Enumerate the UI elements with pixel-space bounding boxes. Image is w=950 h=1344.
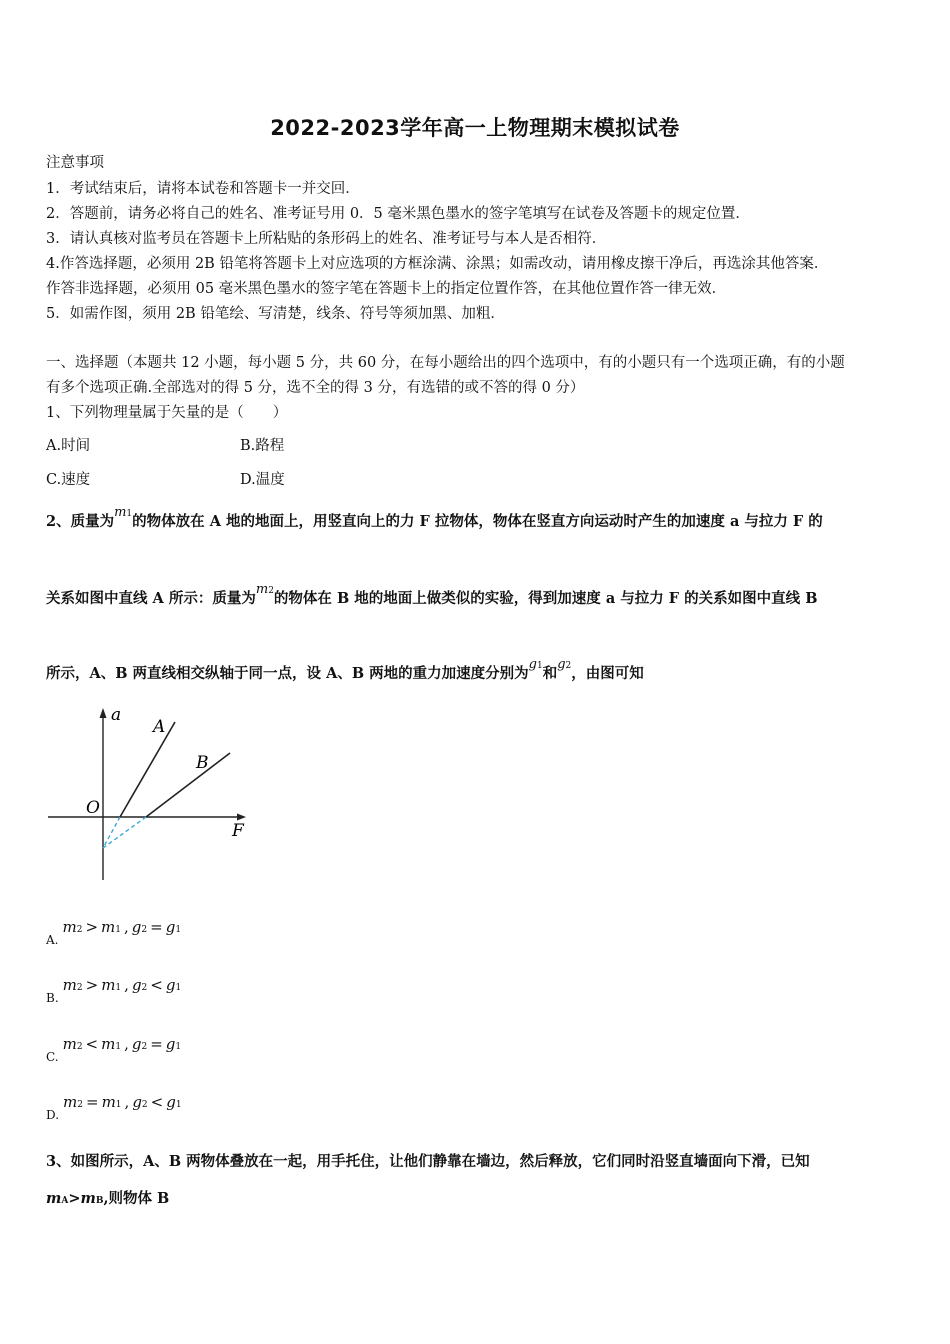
question-1-option-d: D.温度 xyxy=(240,472,285,488)
notes-item: 3．请认真核对监考员在答题卡上所粘贴的条形码上的姓名、准考证号与本人是否相符． xyxy=(46,231,607,247)
question-2-answer-c: C.m2 < m1 , g2 = g1 xyxy=(46,1035,182,1064)
question-2-text: 的物体放在 A 地的地面上，用竖直向上的力 F 拉物体，物体在竖直方向运动时产生的加速度 a 与拉力 F 的 xyxy=(132,513,823,530)
line-a xyxy=(120,722,175,817)
x-axis-arrow xyxy=(237,814,246,821)
question-1-option-a: A.时间 xyxy=(46,438,91,454)
question-2-answer-d: D.m2 = m1 , g2 < g1 xyxy=(46,1093,182,1122)
notes-heading: 注意事项 xyxy=(46,155,104,171)
question-2-line xyxy=(46,657,644,683)
page-title: 2022-2023学年高一上物理期末模拟试卷 xyxy=(270,116,680,140)
symbol-g2: g2 xyxy=(557,657,572,672)
symbol-mb: mB xyxy=(80,1190,104,1207)
question-3-line: 3、如图所示，A、B 两物体叠放在一起，用手托住，让他们静靠在墙边，然后释放，它们同时沿竖直墙面向下滑，已知 xyxy=(46,1153,810,1170)
question-2-answer-b: B.m2 > m1 , g2 < g1 xyxy=(46,976,182,1005)
question-1-option-c: C.速度 xyxy=(46,472,91,488)
symbol-ma: mA xyxy=(46,1190,69,1207)
section-1-line: 有多个选项正确.全部选对的得 5 分，选不全的得 3 分，有选错的或不答的得 0 分） xyxy=(46,380,585,396)
question-1-stem: 1、下列物理量属于矢量的是（ ） xyxy=(46,405,288,421)
notes-item: 4.作答选择题，必须用 2B 铅笔将答题卡上对应选项的方框涂满、涂黑；如需改动，请用橡皮擦干净后，再选涂其他答案． xyxy=(46,256,829,272)
question-2-text: ，由图可知 xyxy=(571,665,644,682)
question-2-line xyxy=(46,505,823,531)
question-3-text: ,则物体 B xyxy=(103,1190,170,1207)
line-b-label: B xyxy=(196,753,209,773)
symbol-m2: m2 xyxy=(255,582,274,597)
line-a-label: A xyxy=(153,717,166,737)
y-axis-arrow xyxy=(100,708,107,718)
line-b-extension xyxy=(103,817,146,848)
question-3-line: mA>mB,则物体 B xyxy=(46,1190,170,1207)
question-1-option-b: B.路程 xyxy=(240,438,285,454)
line-a-extension xyxy=(103,817,120,848)
question-2-text: 的物体在 B 地的地面上做类似的实验，得到加速度 a 与拉力 F 的关系如图中直线 B xyxy=(273,590,818,607)
symbol-g1: g1 xyxy=(528,657,543,672)
line-b xyxy=(146,753,230,817)
notes-item: 2．答题前，请务必将自己的姓名、准考证号用 0．5 毫米黑色墨水的签字笔填写在试卷及答题卡的规定位置． xyxy=(46,206,750,222)
section-1-line: 一、选择题（本题共 12 小题，每小题 5 分，共 60 分，在每小题给出的四个选项中，有的小题只有一个选项正确，有的小题 xyxy=(46,355,845,371)
symbol-m1: m1 xyxy=(114,505,133,520)
notes-item: 1．考试结束后，请将本试卷和答题卡一并交回． xyxy=(46,181,360,197)
notes-item: 作答非选择题，必须用 05 毫米黑色墨水的签字笔在答题卡上的指定位置作答，在其他位置作答一律无效． xyxy=(46,281,727,297)
question-2-answer-a: A.m2 > m1 , g2 = g1 xyxy=(46,918,182,947)
x-axis-label: F xyxy=(232,821,244,841)
question-2-text: 关系如图中直线 A 所示：质量为 xyxy=(46,590,256,607)
origin-label: O xyxy=(86,798,100,818)
question-2-text: 所示，A、B 两直线相交纵轴于同一点，设 A、B 两地的重力加速度分别为 xyxy=(46,665,529,682)
a-f-graph xyxy=(40,700,260,885)
question-2-line xyxy=(46,582,818,608)
y-axis-label: a xyxy=(111,705,122,725)
notes-item: 5．如需作图，须用 2B 铅笔绘、写清楚，线条、符号等须加黑、加粗． xyxy=(46,306,505,322)
question-2-text: 和 xyxy=(542,665,558,682)
question-2-text: 2、质量为 xyxy=(46,513,115,530)
